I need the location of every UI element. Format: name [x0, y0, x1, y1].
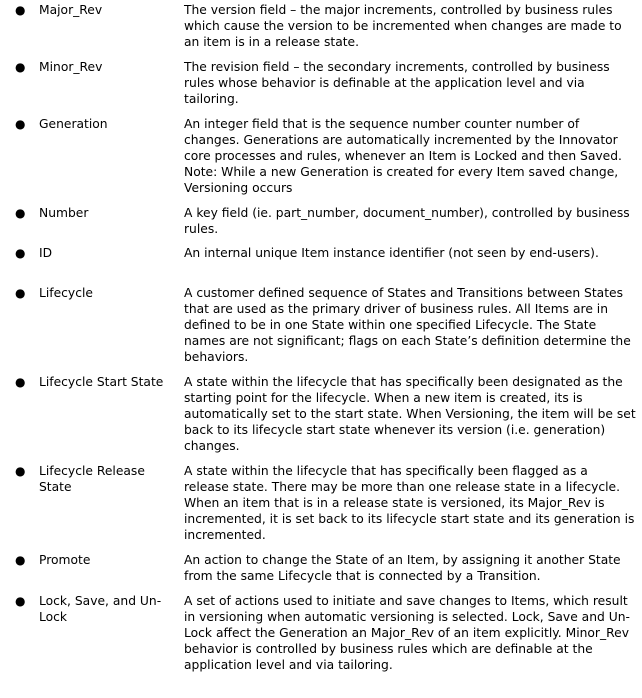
- term-label: Generation: [39, 117, 108, 131]
- bullet-icon: ●: [15, 594, 26, 608]
- term-definition: The version field – the major increments, controlled by business rules which cause the version to be incremented when changes are made to an item is in a release state.: [184, 3, 622, 49]
- bullet-icon: ●: [15, 117, 26, 131]
- term-label: Minor_Rev: [39, 60, 103, 74]
- bullet-icon: ●: [15, 375, 26, 389]
- term-label: Lifecycle Release State: [39, 464, 145, 494]
- term-definition: A state within the lifecycle that has specifically been designated as the starting point for the lifecycle. When a new item is created, its is automatically set to the start state. When Versioning, the item will be set back to its lifecycle start state whenever its version (i.e. generation) changes.: [184, 375, 636, 453]
- term-definition: The revision field – the secondary increments, controlled by business rules whose behavior is definable at the application level and via tailoring.: [184, 60, 610, 106]
- bullet-icon: ●: [15, 206, 26, 220]
- bullet-icon: ●: [15, 286, 26, 300]
- bullet-icon: ●: [15, 464, 26, 478]
- term-label: Lifecycle: [39, 286, 93, 300]
- term-label: Lock, Save, and Un-Lock: [39, 594, 162, 624]
- term-label: ID: [39, 246, 53, 260]
- term-definition: A key field (ie. part_number, document_number), controlled by business rules.: [184, 206, 630, 236]
- term-label: Number: [39, 206, 89, 220]
- term-label: Major_Rev: [39, 3, 103, 17]
- term-definition: An internal unique Item instance identifier (not seen by end-users).: [184, 246, 599, 260]
- term-definition: An integer field that is the sequence number counter number of changes. Generations are automatically incremented by the Innovator core processes and rules, whenever an Item is Locked and then Saved. Note: While a new Generation is created for every Item saved change, Versioning occurs: [184, 117, 622, 195]
- term-definition: A state within the lifecycle that has specifically been flagged as a release state. There may be more than one release state in a lifecycle. When an item that is in a release state is versioned, its Major_Rev is incremented, it is set back to its lifecycle start state and its generation is incremented.: [184, 464, 635, 542]
- bullet-icon: ●: [15, 553, 26, 567]
- term-label: Promote: [39, 553, 91, 567]
- term-definition: A set of actions used to initiate and save changes to Items, which result in versioning when automatic versioning is selected. Lock, Save and Un-Lock affect the Generation an Major_Rev of an item explicitly. Minor_Rev behavior is controlled by business rules which are definable at the application level and via tailoring.: [184, 594, 630, 672]
- term-definition: An action to change the State of an Item, by assigning it another State from the same Lifecycle that is connected by a Transition.: [184, 553, 621, 583]
- bullet-icon: ●: [15, 246, 26, 260]
- bullet-icon: ●: [15, 60, 26, 74]
- bullet-icon: ●: [15, 3, 26, 17]
- term-label: Lifecycle Start State: [39, 375, 164, 389]
- term-definition: A customer defined sequence of States and Transitions between States that are used as the primary driver of business rules. All Items are in defined to be in one State within one specified Lifecycle. The State names are not significant; flags on each State’s definition determine the behaviors.: [184, 286, 631, 364]
